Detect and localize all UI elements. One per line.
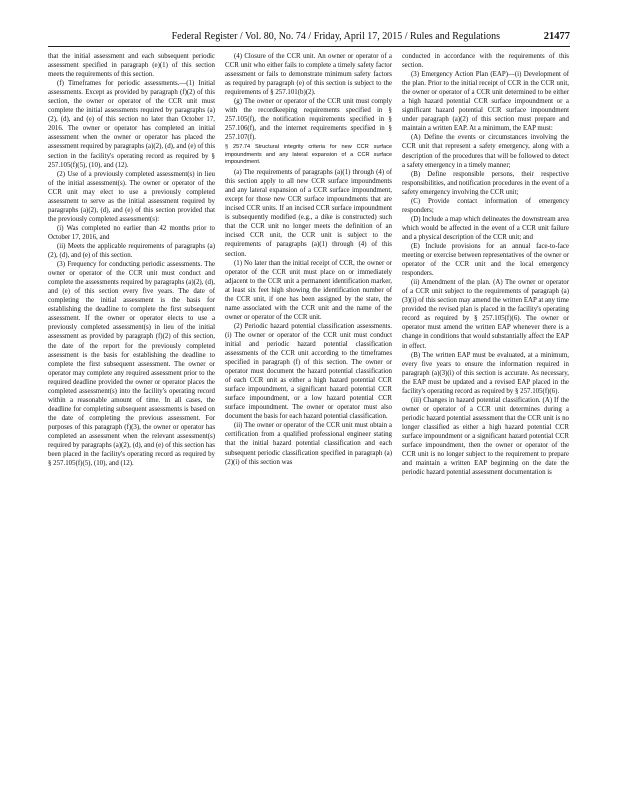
header-rule — [48, 46, 570, 47]
paragraph: (f) Timeframes for periodic assessments.—(1) Initial assessments. Except as provided by paragraph (f)(2) of this section, the owner or operator of the CCR unit must complete the initial assessments required by paragraphs (a)(2), (d), and (e) of this section no later than October 17, 2016. The owner or operator has completed an initial assessment when the owner or operator has placed the assessment required by paragraphs (a)(2), (d), and (e) of this section in the facility's operating record as required by § 257.105(f)(5), (10), and (12). — [48, 80, 215, 169]
page-number: 21477 — [543, 31, 570, 42]
paragraph: (ii) The owner or operator of the CCR unit must obtain a certification from a qualified professional engineer stating that the initial hazard potential classification and each subsequent periodic classification specified in paragraph (a)(2)(i) of this section was — [225, 422, 392, 466]
paragraph: (B) Define responsible persons, their respective responsibilities, and notification procedures in the event of a safety emergency involving the CCR unit; — [402, 170, 569, 196]
paragraph: (3) Frequency for conducting periodic assessments. The owner or operator of the CCR unit must conduct and complete the assessments required by paragraphs (a)(2), (d), and (e) of this section every five years. The date of completing the initial assessment is the basis for establishing the deadline to complete the first subsequent assessment. If the owner or operator elects to use a previously completed assessment(s) in lieu of the initial assessment as provided by paragraph (f)(2) of this section, the date of the report for the previously completed assessment is the basis for establishing the deadline to complete the first subsequent assessment. The owner or operator may complete any required assessment prior to the required deadline provided the owner or operator places the completed assessment(s) into the facility's operating record within a reasonable amount of time. In all cases, the deadline for completing subsequent assessments is based on the date of completing the previous assessment. For purposes of this paragraph (f)(3), the owner or operator has completed an assessment when the relevant assessment(s) required by paragraphs (a)(2), (d), and (e) of this section has been placed in the facility's operating record as required by § 257.105(f)(5), (10), and (12). — [48, 261, 215, 468]
paragraph: (D) Include a map which delineates the downstream area which would be affected in the event of a CCR unit failure and a physical description of the CCR unit; and — [402, 215, 569, 241]
paragraph: (E) Include provisions for an annual face-to-face meeting or exercise between representatives of the owner or operator of the CCR unit and the local emergency responders. — [402, 242, 569, 278]
paragraph: (g) The owner or operator of the CCR unit must comply with the recordkeeping requirements specified in § 257.105(f), the notification requirements specified in § 257.106(f), and the internet requirements specified in § 257.107(f). — [225, 98, 392, 142]
paragraph: (iii) Changes in hazard potential classification. (A) If the owner or operator of a CCR unit determines during a periodic hazard potential assessment that the CCR unit is no longer classified as either a high hazard potential CCR surface impoundment or a significant hazard potential CCR surface impoundment, then the owner or operator of the CCR unit is no longer subject to the requirement to prepare and maintain a written EAP beginning on the date the periodic hazard potential assessment documentation is — [402, 396, 569, 477]
paragraph: (a) The requirements of paragraphs (a)(1) through (4) of this section apply to all new CCR surface impoundments and any lateral expansion of a CCR surface impoundment, except for those new CCR surface impoundments that are incised CCR units. If an incised CCR surface impoundment is subsequently modified (e.g., a dike is constructed) such that the CCR unit no longer meets the definition of an incised CCR unit, the CCR unit is subject to the requirements of paragraphs (a)(1) through (4) of this section. — [225, 169, 392, 258]
paragraph: (2) Periodic hazard potential classification assessments. (i) The owner or operator of the CCR unit must conduct initial and periodic hazard potential classification assessments of the CCR unit according to the timeframes specified in paragraph (f) of this section. The owner or operator must document the hazard potential classification of each CCR unit as either a high hazard potential CCR surface impoundment, a significant hazard potential CCR surface impoundment, or a low hazard potential CCR surface impoundment. The owner or operator must also document the basis for each hazard potential classification. — [225, 322, 392, 421]
paragraph: conducted in accordance with the requirements of this section. — [402, 53, 569, 70]
section-heading: § 257.74 Structural integrity criteria for new CCR surface impoundments and any lateral expansion of a CCR surface impoundment. — [225, 144, 392, 165]
column-3 — [402, 52, 569, 782]
paragraph: (ii) Amendment of the plan. (A) The owner or operator of a CCR unit subject to the requirements of paragraph (a)(3)(i) of this section may amend the written EAP at any time provided the revised plan is placed in the facility's operating record as required by § 257.105(f)(6). The owner or operator must amend the written EAP whenever there is a change in conditions that would substantially affect the EAP in effect. — [402, 279, 569, 350]
paragraph: (4) Closure of the CCR unit. An owner or operator of a CCR unit who either fails to complete a timely safety factor assessment or fails to demonstrate minimum safety factors as required by paragraph (e) of this section is subject to the requirements of § 257.101(b)(2). — [225, 53, 392, 97]
paragraph: (i) Was completed no earlier than 42 months prior to October 17, 2016, and — [48, 224, 215, 241]
paragraph: (3) Emergency Action Plan (EAP)—(i) Development of the plan. Prior to the initial receipt of CCR in the CCR unit, the owner or operator of a CCR unit determined to be either a high hazard potential CCR surface impoundment or a significant hazard potential CCR surface impoundment under paragraph (a)(2) of this section must prepare and maintain a written EAP. At a minimum, the EAP must: — [402, 71, 569, 133]
paragraph: that the initial assessment and each subsequent periodic assessment specified in paragraph (e)(1) of this section meets the requirements of this section. — [48, 53, 215, 79]
running-head-text: Federal Register / Vol. 80, No. 74 / Friday, April 17, 2015 / Rules and Regulations — [171, 31, 500, 42]
column-2 — [225, 52, 392, 782]
paragraph: (C) Provide contact information of emergency responders; — [402, 197, 569, 214]
paragraph: (1) No later than the initial receipt of CCR, the owner or operator of the CCR unit must place on or immediately adjacent to the CCR unit a permanent identification marker, at least six feet high showing the identification number of the CCR unit, if one has been assigned by the state, the name associated with the CCR unit and the name of the owner or operator of the CCR unit. — [225, 259, 392, 321]
paragraph: (A) Define the events or circumstances involving the CCR unit that represent a safety emergency, along with a description of the procedures that will be followed to detect a safety emergency in a timely manner; — [402, 134, 569, 169]
paragraph: (B) The written EAP must be evaluated, at a minimum, every five years to ensure the information required in paragraph (a)(3)(i) of this section is accurate. As necessary, the EAP must be updated and a revised EAP placed in the facility's operating record as required by § 257.105(f)(6). — [402, 351, 569, 395]
column-1 — [48, 52, 215, 782]
text-columns — [48, 52, 570, 782]
running-header — [48, 30, 570, 44]
paragraph: (ii) Meets the applicable requirements of paragraphs (a)(2), (d), and (e) of this section. — [48, 242, 215, 260]
paragraph: (2) Use of a previously completed assessment(s) in lieu of the initial assessment(s). The owner or operator of the CCR unit may elect to use a previously completed assessment to serve as the initial assessment required by paragraphs (a)(2), (d), and (e) of this section provided that the previously completed assessment(s): — [48, 170, 215, 223]
